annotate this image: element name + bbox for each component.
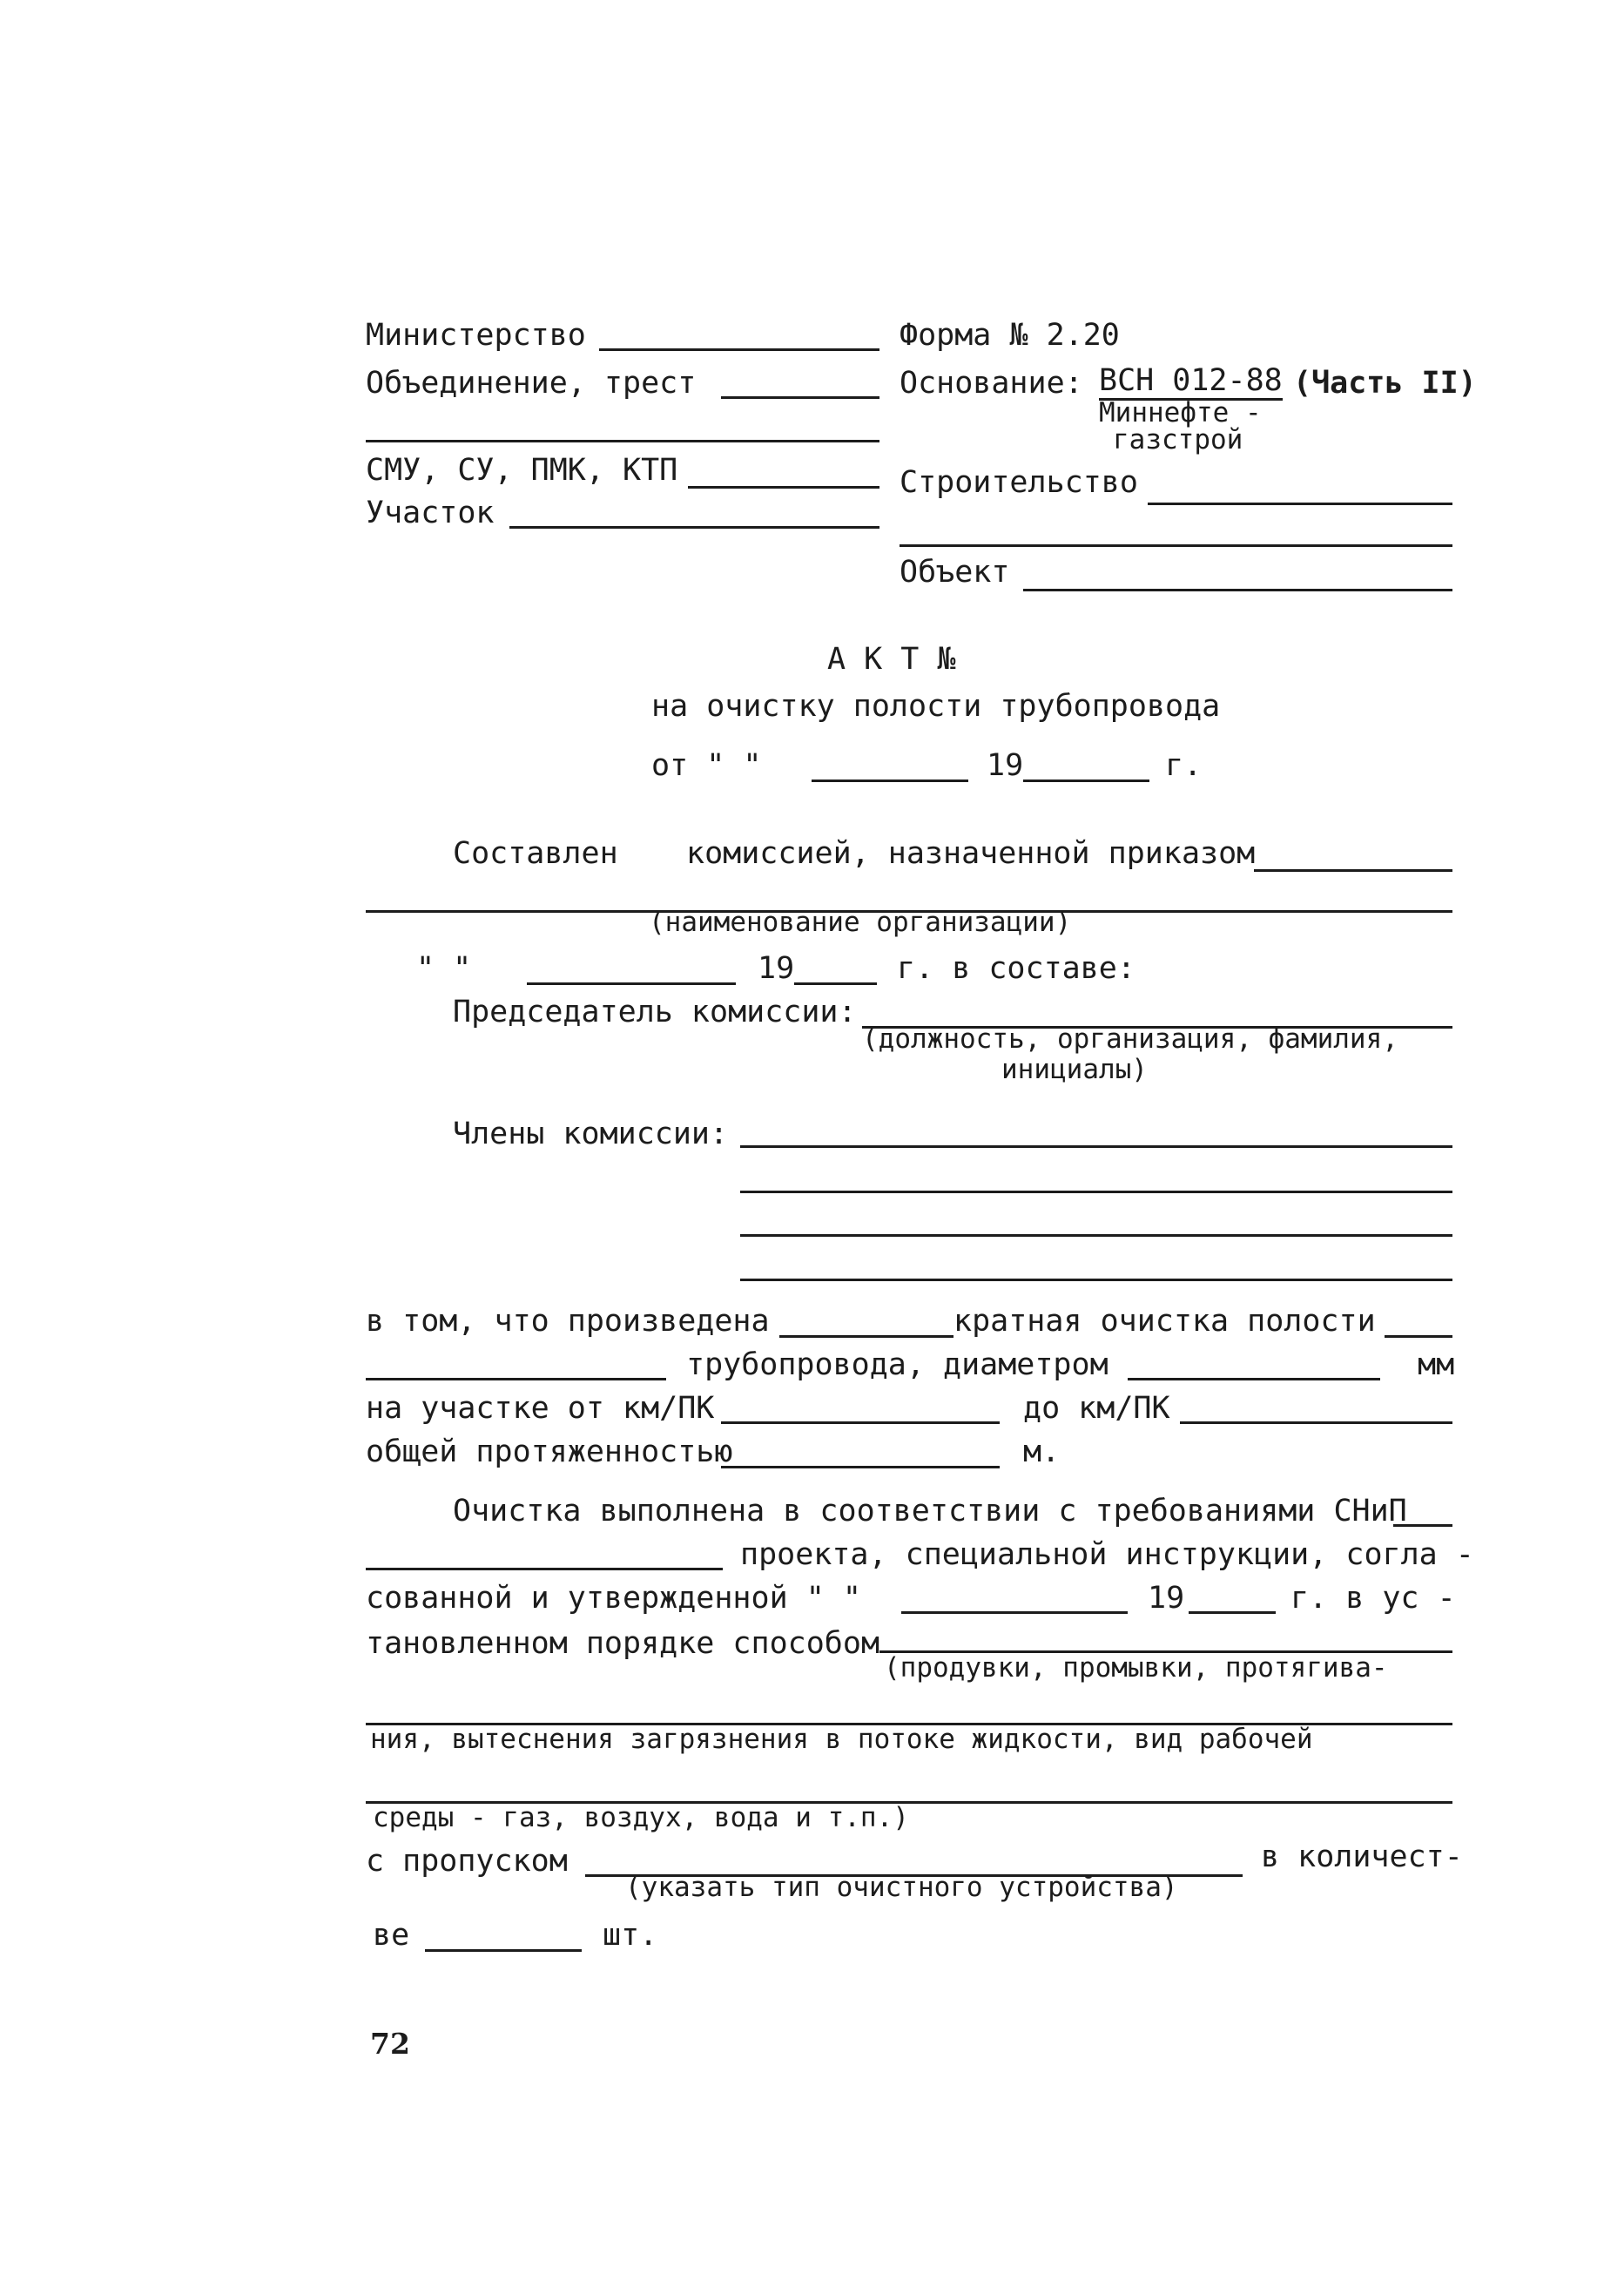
member-blank-2[interactable] bbox=[740, 1191, 1452, 1193]
length-blank[interactable] bbox=[721, 1466, 1000, 1468]
pipeline-name-blank-2[interactable] bbox=[366, 1378, 666, 1380]
association-label: Объединение, трест bbox=[366, 366, 697, 401]
basis-label: Основание: bbox=[900, 366, 1083, 401]
act-subject: на очистку полости трубопровода bbox=[651, 689, 1221, 724]
p1-line1-a: в том, что произведена bbox=[366, 1304, 770, 1339]
order-date-quotes: " " bbox=[416, 951, 472, 986]
order-blank[interactable] bbox=[1254, 869, 1452, 872]
method-hint-1: (продувки, промывки, протягива- bbox=[884, 1652, 1388, 1684]
multiplicity-blank[interactable] bbox=[779, 1335, 954, 1338]
act-title: А К Т № bbox=[827, 642, 956, 677]
approval-date-blank[interactable] bbox=[901, 1611, 1128, 1614]
basis-org-line1: Миннефте - bbox=[1099, 397, 1262, 429]
order-year-blank[interactable] bbox=[794, 982, 877, 985]
section-label: Участок bbox=[366, 496, 495, 530]
order-year-prefix: 19 bbox=[758, 951, 795, 986]
section-blank[interactable] bbox=[509, 526, 879, 529]
compiled-label: Составлен bbox=[453, 836, 618, 871]
basis-part: (Часть II) bbox=[1293, 366, 1477, 401]
to-km-blank[interactable] bbox=[1180, 1421, 1452, 1424]
chairman-label: Председатель комиссии: bbox=[453, 995, 857, 1029]
act-year-prefix: 19 bbox=[987, 748, 1024, 783]
basis-code: ВСН 012-88 bbox=[1099, 366, 1283, 401]
approval-year-blank[interactable] bbox=[1189, 1611, 1276, 1614]
diameter-blank[interactable] bbox=[1128, 1378, 1380, 1380]
pass-label: с пропуском bbox=[366, 1844, 568, 1879]
construction-label: Строительство bbox=[900, 465, 1138, 500]
snip-blank[interactable] bbox=[1393, 1524, 1452, 1527]
order-date-blank[interactable] bbox=[527, 982, 736, 985]
construction-blank-2[interactable] bbox=[900, 544, 1452, 547]
p1-line4-unit: м. bbox=[1023, 1434, 1061, 1469]
object-blank[interactable] bbox=[1023, 589, 1452, 591]
p1-line2-a: трубопровода, диаметром bbox=[686, 1347, 1108, 1382]
p2-line2: проекта, специальной инструкции, согла - bbox=[740, 1537, 1474, 1572]
chairman-hint-line1: (должность, организация, фамилия, bbox=[862, 1023, 1398, 1055]
act-date-from: от " " bbox=[651, 748, 762, 783]
act-year-suffix: г. bbox=[1165, 748, 1203, 783]
member-blank-3[interactable] bbox=[740, 1234, 1452, 1237]
construction-blank[interactable] bbox=[1148, 503, 1452, 505]
ministry-blank[interactable] bbox=[599, 348, 879, 351]
p2-line1: Очистка выполнена в соответствии с требованиями СНиП bbox=[453, 1494, 1407, 1529]
act-date-blank[interactable] bbox=[812, 780, 968, 782]
qty-label: ве bbox=[373, 1918, 410, 1953]
members-label: Члены комиссии: bbox=[453, 1117, 729, 1151]
qty-unit: шт. bbox=[603, 1918, 658, 1953]
p1-line3-b: до км/ПК bbox=[1023, 1391, 1170, 1426]
association-blank[interactable] bbox=[721, 396, 879, 399]
snip-blank-2[interactable] bbox=[366, 1568, 723, 1570]
qty-blank[interactable] bbox=[425, 1949, 582, 1952]
units-blank[interactable] bbox=[688, 486, 879, 489]
org-hint: (наименование организации) bbox=[649, 907, 1072, 938]
from-km-blank[interactable] bbox=[721, 1421, 1000, 1424]
p2-line3-b: г. в ус - bbox=[1290, 1581, 1456, 1616]
member-blank-4[interactable] bbox=[740, 1279, 1452, 1281]
p2-line3-year: 19 bbox=[1148, 1581, 1185, 1616]
method-hint-2: ния, вытеснения загрязнения в потоке жидкости, вид рабочей bbox=[370, 1724, 1313, 1755]
p1-line3-a: на участке от км/ПК bbox=[366, 1391, 715, 1426]
ministry-label: Министерство bbox=[366, 318, 586, 353]
chairman-hint-line2: инициалы) bbox=[1001, 1054, 1148, 1085]
commission-label: комиссией, назначенной приказом bbox=[686, 836, 1256, 871]
p2-line4: тановленном порядке способом bbox=[366, 1626, 880, 1661]
object-label: Объект bbox=[900, 555, 1010, 590]
device-hint: (указать тип очистного устройства) bbox=[625, 1872, 1178, 1903]
p1-line4-a: общей протяженностью bbox=[366, 1434, 733, 1469]
p1-line2-unit: мм bbox=[1418, 1347, 1455, 1382]
quantity-label: в количест- bbox=[1261, 1839, 1463, 1874]
basis-org-line2: газстрой bbox=[1113, 424, 1243, 456]
p1-line1-b: кратная очистка полости bbox=[954, 1304, 1376, 1339]
form-number: Форма № 2.20 bbox=[900, 318, 1120, 353]
pipeline-name-blank[interactable] bbox=[1385, 1335, 1452, 1338]
association-blank-2[interactable] bbox=[366, 440, 879, 442]
composition-label: г. в составе: bbox=[897, 951, 1135, 986]
member-blank-1[interactable] bbox=[740, 1145, 1452, 1148]
p2-line3-a: сованной и утвержденной " " bbox=[366, 1581, 861, 1616]
units-label: СМУ, СУ, ПМК, КТП bbox=[366, 453, 678, 488]
act-year-blank[interactable] bbox=[1023, 780, 1149, 782]
method-hint-3: среды - газ, воздух, вода и т.п.) bbox=[373, 1802, 909, 1833]
page-number: 72 bbox=[370, 2027, 410, 2061]
